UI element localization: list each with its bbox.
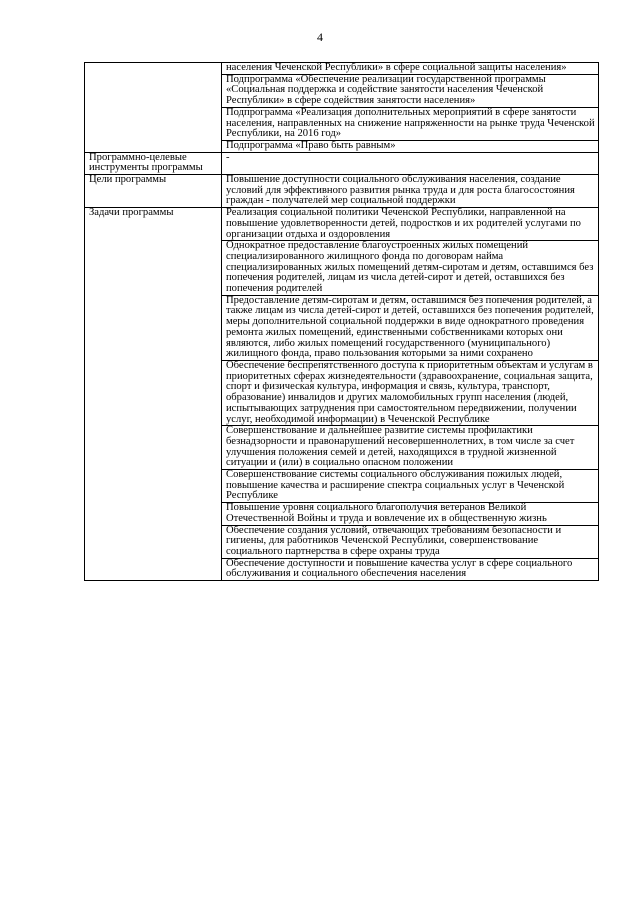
- cell-text: Совершенствование системы социального обслуживания пожилых людей, повышение качества и расширение спектра социальных услуг в Чеченской Республике: [226, 469, 565, 502]
- table-row: [85, 175, 599, 208]
- row-value-cell: [222, 503, 599, 525]
- row-value-cell: [222, 140, 599, 152]
- cell-text: Совершенствование и дальнейшее развитие системы профилактики безнадзорности и правонарушений несовершеннолетних, в том числе за счет улучшения положения семей и детей, находящихся в трудной жизненной ситуации и (или) в социально опасном положении: [226, 425, 575, 469]
- cell-text: Подпрограмма «Обеспечение реализации государственной программы «Социальная поддержка и содействие занятости населения Чеченской Республики» в сфере содействия занятости населения»: [226, 73, 546, 107]
- program-passport-table: [84, 62, 599, 581]
- row-value-cell: [222, 175, 599, 208]
- cell-text: Однократное предоставление благоустроенных жилых помещений специализированного жилищного фонда по договорам найма специализированных жилых помещений детям-сиротам и детям, оставшимся без попечения родителей, лицам из числа детей-сирот и детей, оставшихся без попечения родителей: [226, 240, 594, 295]
- row-label-cell: Цели программы: [85, 175, 222, 208]
- cell-text: Подпрограмма «Реализация дополнительных мероприятий в сфере занятости населения, направленных на снижение напряженности на рынке труда Чеченской Республики, на 2016 год»: [226, 106, 595, 140]
- page-number: 4: [317, 30, 323, 44]
- table-row: [85, 63, 599, 75]
- cell-text: Предоставление детям-сиротам и детям, оставшимся без попечения родителей, а также лицам из числа детей-сирот и детей, оставшихся без попечения родителей, меры дополнительной социальной поддержки в виде однократного проведения ремонта жилых помещений, единственными собственниками которых они являются, либо жилых помещений государственного (муниципального) жилищного фонда, право пользования которыми за ними сохранено: [226, 294, 594, 360]
- row-value-cell: [222, 208, 599, 241]
- row-value-cell: [222, 426, 599, 470]
- cell-text: Повышение уровня социального благополучия ветеранов Великой Отечественной Войны и труда и вовлечение их в общественную жизнь: [226, 502, 547, 524]
- row-value-cell: [222, 152, 599, 174]
- cell-text: Обеспечение беспрепятственного доступа к приоритетным объектам и услугам в приоритетных сферах жизнедеятельности (здравоохранение, социальная защита, спорт и физическая культура, информация и связь, культура, транспорт, образование) инвалидов и других маломобильных групп населения (людей, испытывающих затруднения при самостоятельном передвижении, получении услуг, необходимой информации) в Чеченской Республике: [226, 359, 593, 425]
- cell-text: населения Чеченской Республики» в сфере социальной защиты населения»: [226, 62, 567, 73]
- cell-text: Реализация социальной политики Чеченской Республики, направленной на повышение удовлетворенности детей, подростков и их родителей услугами по организации отдыха и оздоровления: [226, 207, 581, 240]
- row-label-cell: Задачи программы: [85, 208, 222, 581]
- row-value-cell: [222, 360, 599, 425]
- cell-text: -: [226, 151, 230, 163]
- table-row: [85, 208, 599, 241]
- row-value-cell: [222, 63, 599, 75]
- cell-text: Обеспечение создания условий, отвечающих требованиям безопасности и гигиены, для работников Чеченской Республики, совершенствование социального партнерства в сфере охраны труда: [226, 524, 562, 557]
- row-value-cell: [222, 241, 599, 296]
- cell-text: Повышение доступности социального обслуживания населения, создание условий для эффективного развития рынка труда и для роста благосостояния граждан - получателей мер социальной поддержки: [226, 174, 575, 207]
- row-value-cell: [222, 107, 599, 140]
- row-value-cell: [222, 558, 599, 580]
- row-value-cell: [222, 470, 599, 503]
- row-value-cell: [222, 525, 599, 558]
- table-row: [85, 152, 599, 174]
- cell-text: Подпрограмма «Право быть равным»: [226, 139, 396, 151]
- row-value-cell: [222, 295, 599, 360]
- row-value-cell: [222, 74, 599, 107]
- cell-text: Обеспечение доступности и повышение качества услуг в сфере социального обслуживания и социального обеспечения населения: [226, 557, 573, 580]
- row-label-cell: [85, 63, 222, 153]
- row-label-cell: Программно-целевые инструменты программы: [85, 152, 222, 174]
